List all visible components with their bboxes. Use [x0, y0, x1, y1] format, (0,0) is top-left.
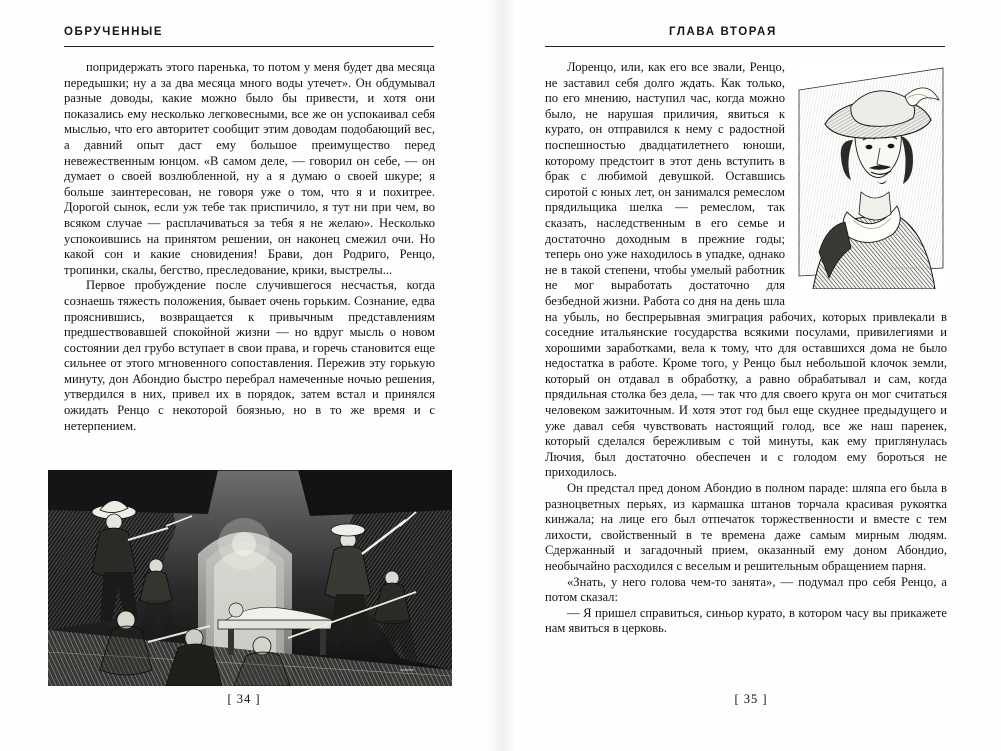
left-text-column [64, 60, 435, 434]
right-page [501, 0, 1001, 751]
tavern-brawl-engraving [48, 470, 452, 686]
right-text-column [545, 60, 947, 637]
left-page [0, 0, 500, 751]
left-header-rule [64, 46, 434, 47]
paragraph: Он предстал пред доном Абондио в полном параде: шляпа его была в разноцветных перьях, из кармашка штанов торчала красивая рукоятка кинжала; на лице его был отпечаток торжественности и вместе с тем лихости, свойственный в те времена даже самым мирным людям. Сдержанный и загадочный прием, оказанный ему доном Абондио, необычайно расходился с веселым и решительным обращением парня. [545, 481, 947, 573]
right-folio: [ 35 ] [734, 692, 768, 706]
right-header-rule [545, 46, 945, 47]
right-running-head: ГЛАВА ВТОРАЯ [669, 26, 777, 38]
paragraph: попридержать этого паренька, то потом у меня будет два месяца передышки; ну а за два месяца много воды утечет». Он обдумывал разные доводы, какие можно было бы привести, и хотя они показались ему несколько легковесными, все же он успокаивал себя мыслью, что его авторитет сообщит этим доводам подобающий вес, а давний опыт даст ему большое преимущество перед невежественным юнцом. «В самом деле, — говорил он себе, — он думает о своей возлюбленной, ну а я думаю о своей шкуре; я больше заинтересован, не говоря уже о том, что я и похитрее. Дорогой сынок, если уж тебе так приспичило, я тут ни при чем, во всяком случае — расплачиваться за тебя я не желаю». Несколько успокоившись на принятом решении, он наконец смежил очи. Но какой сон и какие сновидения! Брави, дон Родриго, Ренцо, тропинки, скалы, бегство, преследование, крики, выстрелы... [64, 60, 435, 277]
paragraph: «Знать, у него голова чем-то занята», — подумал про себя Ренцо, а потом сказал: [545, 574, 947, 605]
paragraph: Первое пробуждение после случившегося несчастья, когда сознаешь тяжесть положения, бывает очень горьким. Сознание, едва прояснившись, возвращается к привычным представлениям предшествовавшей спокойной жизни — но вдруг мысль о новом состоянии дел грубо вступает в свои права, и горечь становится еще сильнее от этого мгновенного сопоставления. Пережив эту горькую минуту, дон Абондио быстро перебрал намеченные ночью решения, утвердился в них, привел их в порядок, затем встал и принялся ожидать Ренцо с некоторой боязнью, но в то же время и с нетерпением. [64, 278, 435, 433]
portrait-of-renzo-engraving [795, 62, 947, 289]
left-folio: [ 34 ] [227, 692, 261, 706]
paragraph: Лоренцо, или, как его все звали, Ренцо, не заставил себя долго ждать. Как только, по его мнению, наступил час, когда можно было, не нарушая приличия, явиться к курато, он отправился к нему с радостной поспешностью двадцатилетнего юноши, которому предстоит в этот день вступить в брак с любимой девушкой. Оставшись сиротой с юных лет, он занимался ремеслом прядильщика шелка — ремеслом, так сказать, наследственным в его семье и достаточно доходным в прежние годы; теперь оно уже находилось в упадке, однако не в такой степени, чтобы умелый работник не мог выработать достаточно для безбедной жизни. Работа со дня на день шла на убыль, но беспрерывная эмиграция рабочих, которых привлекали в соседние итальянские государства всякими посулами, привилегиями и хорошими заработками, вела к тому, что для оставшихся дома не было недостатка в работе. Кроме того, у Ренцо был небольшой клочок земли, который он отдавал в обработку, а равно обрабатывал и сам, когда прядильная столка без дела, — так что для своего круга он мог считаться человеком зажиточным. И хотя этот год был еще скуднее предыдущего и уже давал себя чувствовать настоящий голод, все же наш паренек, который сделался бережливым с той минуты, как ему приглянулась Лючия, был достаточно обеспечен и с голодом ему бороться не приходилось. [545, 60, 947, 480]
left-running-head: ОБРУЧЕННЫЕ [64, 26, 164, 38]
paragraph: — Я пришел справиться, синьор курато, в котором часу вы прикажете нам явиться в церковь. [545, 605, 947, 636]
